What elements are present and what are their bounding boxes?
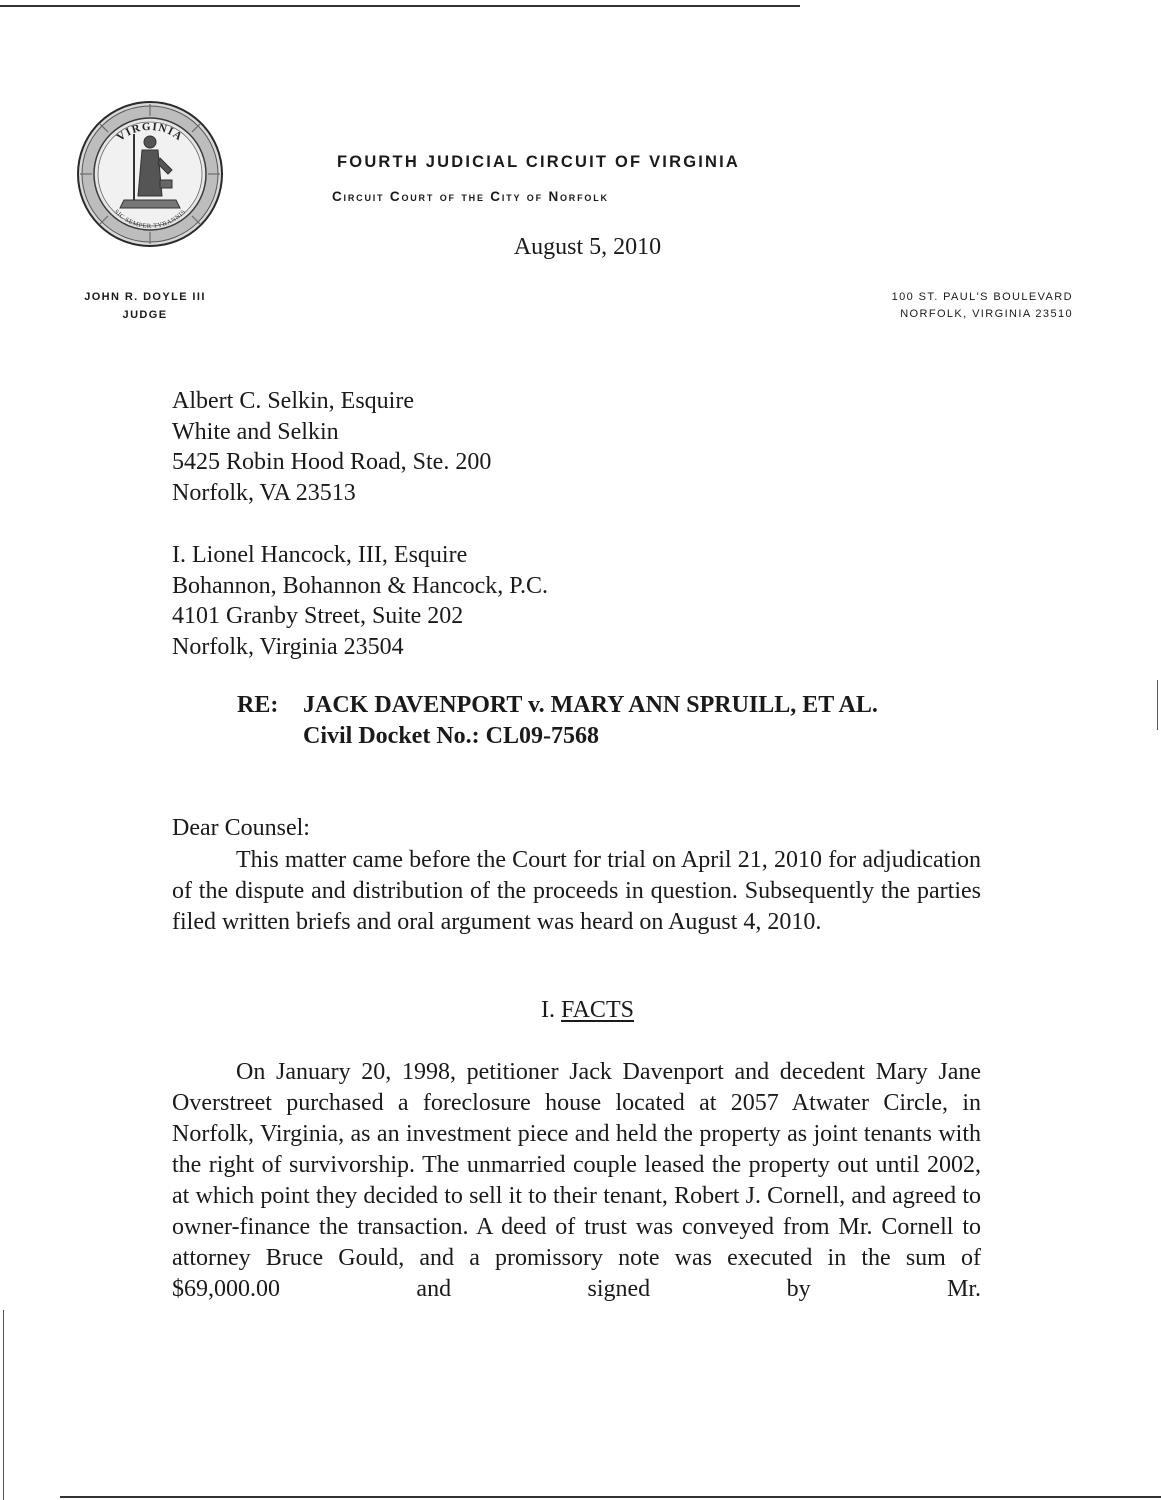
recipient-name: Albert C. Selkin, Esquire <box>172 388 414 414</box>
recipient-city: Norfolk, Virginia 23504 <box>172 633 404 660</box>
virginia-seal-icon <box>76 100 224 248</box>
recipient-firm: White and Selkin <box>172 418 339 445</box>
re-label: RE: <box>237 692 279 718</box>
court-name: FOURTH JUDICIAL CIRCUIT OF VIRGINIA <box>337 153 741 171</box>
scan-line-right <box>1157 680 1158 730</box>
paragraph-1 <box>172 845 981 938</box>
recipient-city: Norfolk, VA 23513 <box>172 479 356 506</box>
seal-bottom-text: SIC SEMPER TYRANNIS <box>112 208 188 231</box>
judge-name: JOHN R. DOYLE III <box>84 291 206 303</box>
recipient-street: 4101 Granby Street, Suite 202 <box>172 603 464 629</box>
judge-block <box>55 288 235 324</box>
scan-line-top <box>0 5 800 7</box>
paragraph-2-text: On January 20, 1998, petitioner Jack Davenport and decedent Mary Jane Overstreet purchased a foreclosure house located at 2057 Atwater Circle, in Norfolk, Virginia, as an investment piece and held the property as joint tenants with the right of survivorship. The unmarried couple leased the property out until 2002, at which point they decided to sell it to their tenant, Robert J. Cornell, and agreed to owner-finance the transaction. A deed of trust was conveyed from Mr. Cornell to attorney Bruce Gould, and a promissory note was executed in the sum of $69,000.00 and signed by Mr. <box>172 1059 981 1302</box>
court-address <box>892 289 1073 323</box>
docket-number: Civil Docket No.: CL09-7568 <box>303 723 599 749</box>
court-address-line1: 100 ST. PAUL'S BOULEVARD <box>891 291 1073 303</box>
section-heading <box>0 997 1161 1024</box>
scan-line-left <box>3 1310 4 1500</box>
letter-date: August 5, 2010 <box>513 234 662 260</box>
re-line <box>237 690 878 752</box>
recipient-address-2 <box>172 540 548 662</box>
salutation: Dear Counsel: <box>172 815 310 841</box>
judge-title: JUDGE <box>122 309 168 321</box>
recipient-street: 5425 Robin Hood Road, Ste. 200 <box>172 449 492 475</box>
recipient-firm: Bohannon, Bohannon & Hancock, P.C. <box>172 572 548 599</box>
section-number: I. <box>541 997 556 1023</box>
paragraph-2 <box>172 1057 981 1305</box>
recipient-address-1 <box>172 386 491 508</box>
recipient-name: I. Lionel Hancock, III, Esquire <box>172 542 468 568</box>
court-address-line2: NORFOLK, VIRGINIA 23510 <box>900 308 1073 320</box>
seal-top-text: VIRGINIA <box>114 120 186 144</box>
court-subtitle: Circuit Court of the City of Norfolk <box>332 189 609 204</box>
case-caption: JACK DAVENPORT v. MARY ANN SPRUILL, ET AL. <box>303 692 878 718</box>
section-title: FACTS <box>561 997 634 1023</box>
scan-line-bottom <box>60 1496 1161 1498</box>
paragraph-1-text: This matter came before the Court for trial on April 21, 2010 for adjudication of the dispute and distribution of the proceeds in question. Subsequently the parties filed written briefs and oral argument was heard on August 4, 2010. <box>172 847 981 935</box>
